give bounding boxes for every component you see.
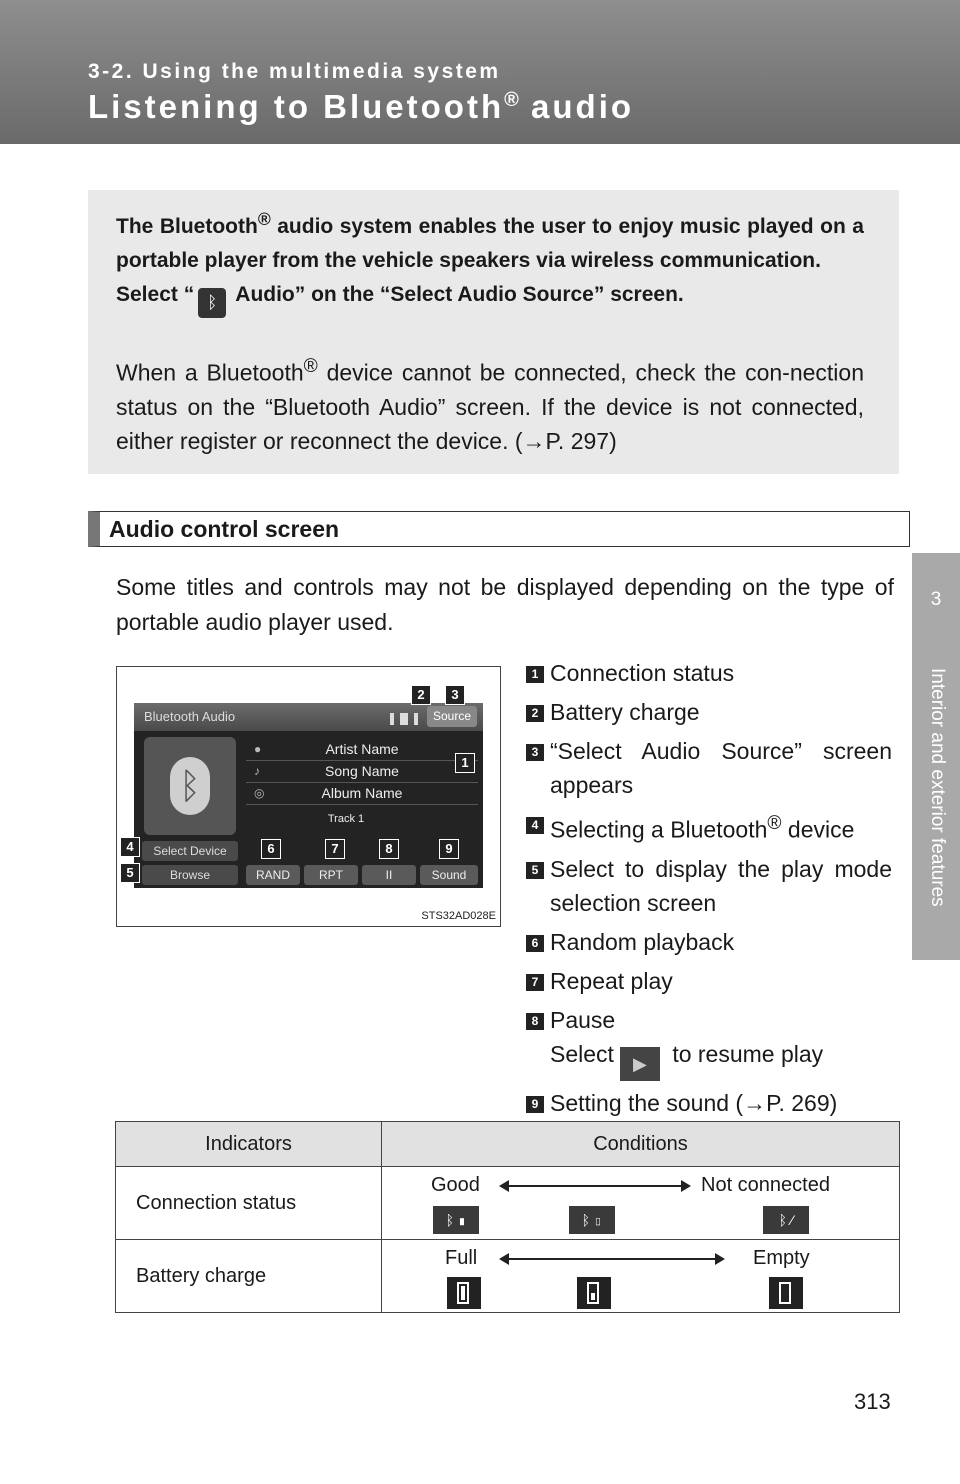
table-row — [116, 1240, 900, 1313]
track-info — [246, 739, 478, 805]
callout-4: 4 — [120, 837, 140, 857]
chapter-tab — [912, 553, 960, 960]
battery-full-icon — [447, 1277, 481, 1309]
signal-icon — [400, 713, 408, 725]
browse-button[interactable]: Browse — [142, 865, 238, 885]
battery-icon — [414, 713, 418, 725]
album-row: ◎ Album Name — [246, 783, 478, 805]
sound-button[interactable]: Sound — [420, 865, 478, 885]
connection-none-icon: ᛒ ⁄ — [763, 1206, 809, 1234]
list-item: 8 Pause Select ▶ to resume play — [526, 1003, 892, 1081]
chapter-label: Interior and exterior features — [927, 668, 948, 907]
range-arrow — [501, 1185, 689, 1187]
section-title: 3-2. Using the multimedia system — [88, 60, 501, 83]
callout-2: 2 — [411, 685, 431, 705]
list-item: 5 Select to display the play mode selection screen — [526, 852, 892, 920]
table-header: Conditions — [382, 1122, 900, 1167]
rpt-button[interactable]: RPT — [304, 865, 358, 885]
callout-5: 5 — [120, 863, 140, 883]
page-header — [0, 0, 960, 144]
table-row — [116, 1167, 900, 1240]
select-device-button[interactable]: Select Device — [142, 841, 238, 861]
battery-half-icon — [577, 1277, 611, 1309]
audio-screen — [134, 703, 483, 888]
list-item: 1 Connection status — [526, 656, 892, 690]
person-icon: ● — [254, 742, 262, 756]
callout-9: 9 — [439, 839, 459, 859]
list-item: 7 Repeat play — [526, 964, 892, 998]
callout-3: 3 — [445, 685, 465, 705]
callout-8: 8 — [379, 839, 399, 859]
row-label: Battery charge — [116, 1240, 382, 1313]
rand-button[interactable]: RAND — [246, 865, 300, 885]
bluetooth-icon: ᛒ — [198, 288, 226, 318]
play-icon: ▶ — [620, 1047, 660, 1081]
screen-title: Bluetooth Audio — [144, 709, 236, 724]
pause-button[interactable]: II — [362, 865, 416, 885]
section-heading: Audio control screen — [88, 511, 910, 547]
screen-title-bar — [134, 703, 483, 731]
list-item: 3 “Select Audio Source” screen appears — [526, 734, 892, 802]
source-button[interactable]: Source — [427, 706, 477, 727]
callout-6: 6 — [261, 839, 281, 859]
body-text: Some titles and controls may not be displayed depending on the type of portable audio player used. — [116, 574, 894, 635]
connection-status-icon — [390, 713, 394, 725]
intro-box — [88, 190, 899, 474]
callout-1: 1 — [455, 753, 475, 773]
album-art — [144, 737, 236, 835]
battery-scale: Full Empty — [383, 1241, 898, 1311]
chapter-number: 3 — [930, 589, 942, 610]
song-row: ♪ Song Name — [246, 761, 478, 783]
music-note-icon: ♪ — [254, 764, 260, 778]
figure-code: STS32AD028E — [421, 910, 496, 922]
page-title: Listening to Bluetooth® audio — [88, 88, 635, 125]
callout-legend — [526, 656, 892, 1125]
connection-scale: Good Not connected ᛒ ▮ ᛒ ▯ ᛒ ⁄ — [383, 1168, 898, 1238]
connection-good-icon: ᛒ ▮ — [433, 1206, 479, 1234]
track-number: Track 1 — [327, 813, 365, 825]
battery-empty-icon — [769, 1277, 803, 1309]
disc-icon: ◎ — [254, 786, 265, 800]
bluetooth-logo-icon: ᛒ — [170, 757, 210, 815]
intro-paragraph-2: When a Bluetooth® device cannot be connected, check the con-nection status on the “Bluetooth Audio” screen. If the device is not connected, either register or reconnect the device. (→P. 297) — [116, 356, 865, 454]
audio-screen-figure — [116, 666, 501, 927]
intro-paragraph-1: The Bluetooth® audio system enables the user to enjoy music played on a portable player from the vehicle speakers via wireless communication. Select “ ᛒ Audio” on the “Select Audio Source” screen. — [116, 202, 864, 318]
row-label: Connection status — [116, 1167, 382, 1240]
indicator-table — [115, 1121, 900, 1313]
callout-7: 7 — [325, 839, 345, 859]
table-header: Indicators — [116, 1122, 382, 1167]
artist-row: ● Artist Name — [246, 739, 478, 761]
page-number: 313 — [854, 1389, 891, 1414]
list-item: 6 Random playback — [526, 925, 892, 959]
list-item: 4 Selecting a Bluetooth® device — [526, 807, 892, 847]
range-arrow — [501, 1258, 723, 1260]
list-item: 2 Battery charge — [526, 695, 892, 729]
list-item: 9 Setting the sound (→P. 269) — [526, 1086, 892, 1120]
connection-weak-icon: ᛒ ▯ — [569, 1206, 615, 1234]
